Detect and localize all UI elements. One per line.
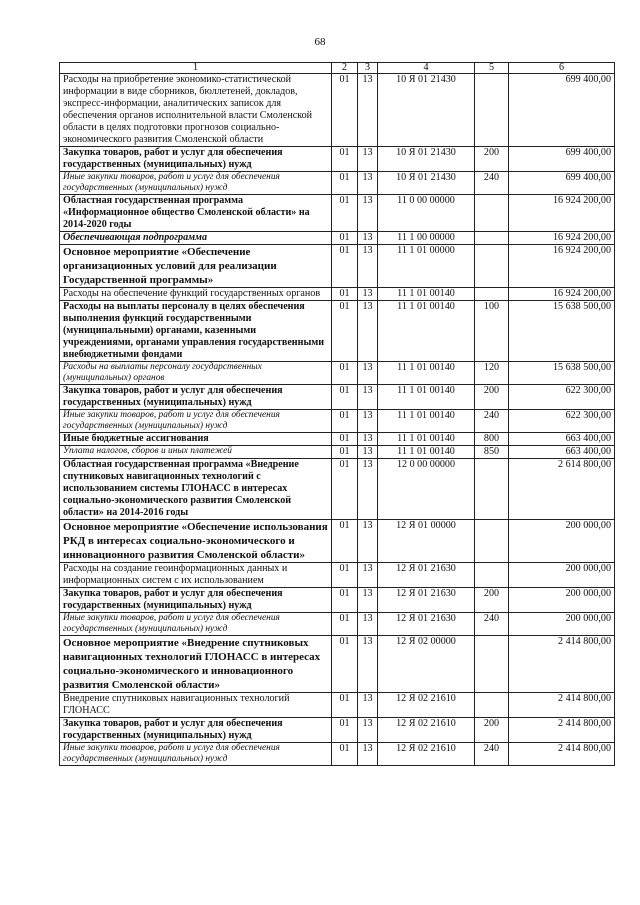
table-row: [60, 362, 615, 385]
amount-cell: 699 400,00: [509, 147, 615, 172]
amount-cell: 699 400,00: [509, 74, 615, 147]
expense-type-code-cell: 850: [475, 446, 509, 459]
subsection-code-cell: 13: [358, 613, 378, 636]
subsection-code-cell: 13: [358, 433, 378, 446]
row-name-cell: Основное мероприятие «Обеспечение организационных условий для реализации Государственной программы»: [60, 245, 332, 288]
table-row: [60, 613, 615, 636]
target-item-code-cell: 11 1 01 00140: [378, 446, 475, 459]
table-row: [60, 459, 615, 520]
target-item-code-cell: 12 Я 01 21630: [378, 588, 475, 613]
amount-cell: 699 400,00: [509, 172, 615, 195]
subsection-code-cell: 13: [358, 74, 378, 147]
target-item-code-cell: 12 Я 01 21630: [378, 563, 475, 588]
row-name-cell: Внедрение спутниковых навигационных технологий ГЛОНАСС: [60, 693, 332, 718]
table-row: [60, 433, 615, 446]
target-item-code-cell: 12 0 00 00000: [378, 459, 475, 520]
section-code-cell: 01: [332, 459, 358, 520]
row-name-cell: Иные закупки товаров, работ и услуг для обеспечения государственных (муниципальных) нужд: [60, 743, 332, 766]
subsection-code-cell: 13: [358, 520, 378, 563]
amount-cell: 663 400,00: [509, 446, 615, 459]
section-code-cell: 01: [332, 232, 358, 245]
page-number: 68: [314, 36, 326, 48]
section-code-cell: 01: [332, 636, 358, 693]
target-item-code-cell: 12 Я 02 21610: [378, 718, 475, 743]
table-body: [60, 74, 615, 766]
expense-type-code-cell: [475, 636, 509, 693]
expense-type-code-cell: [475, 245, 509, 288]
expense-type-code-cell: 240: [475, 410, 509, 433]
expense-type-code-cell: 240: [475, 743, 509, 766]
subsection-code-cell: 13: [358, 718, 378, 743]
amount-cell: 200 000,00: [509, 613, 615, 636]
amount-cell: 2 414 800,00: [509, 693, 615, 718]
header-col-2: 2: [332, 63, 358, 74]
section-code-cell: 01: [332, 195, 358, 232]
table-row: [60, 718, 615, 743]
target-item-code-cell: 10 Я 01 21430: [378, 74, 475, 147]
table-row: [60, 410, 615, 433]
subsection-code-cell: 13: [358, 693, 378, 718]
header-col-5: 5: [475, 63, 509, 74]
table-row: [60, 195, 615, 232]
expense-type-code-cell: 240: [475, 613, 509, 636]
table-row: [60, 520, 615, 563]
table-row: [60, 245, 615, 288]
row-name-cell: Обеспечивающая подпрограмма: [60, 232, 332, 245]
row-name-cell: Расходы на обеспечение функций государственных органов: [60, 288, 332, 301]
section-code-cell: 01: [332, 362, 358, 385]
header-col-4: 4: [378, 63, 475, 74]
target-item-code-cell: 10 Я 01 21430: [378, 172, 475, 195]
expense-type-code-cell: 200: [475, 147, 509, 172]
target-item-code-cell: 11 1 01 00140: [378, 385, 475, 410]
amount-cell: 2 414 800,00: [509, 743, 615, 766]
amount-cell: 2 414 800,00: [509, 636, 615, 693]
target-item-code-cell: 12 Я 01 21630: [378, 613, 475, 636]
table-row: [60, 232, 615, 245]
table-row: [60, 147, 615, 172]
amount-cell: 622 300,00: [509, 385, 615, 410]
expense-type-code-cell: [475, 520, 509, 563]
row-name-cell: Расходы на создание геоинформационных данных и информационных систем с их использованием: [60, 563, 332, 588]
amount-cell: 15 638 500,00: [509, 301, 615, 362]
header-col-3: 3: [358, 63, 378, 74]
section-code-cell: 01: [332, 245, 358, 288]
row-name-cell: Областная государственная программа «Информационное общество Смоленской области» на 2014-2020 годы: [60, 195, 332, 232]
section-code-cell: 01: [332, 147, 358, 172]
table-row: [60, 288, 615, 301]
target-item-code-cell: 12 Я 02 21610: [378, 743, 475, 766]
subsection-code-cell: 13: [358, 288, 378, 301]
header-col-1: 1: [60, 63, 332, 74]
table-header-row: [60, 63, 615, 74]
section-code-cell: 01: [332, 385, 358, 410]
expense-type-code-cell: 120: [475, 362, 509, 385]
table-row: [60, 446, 615, 459]
table-row: [60, 74, 615, 147]
amount-cell: 15 638 500,00: [509, 362, 615, 385]
subsection-code-cell: 13: [358, 446, 378, 459]
expense-type-code-cell: [475, 288, 509, 301]
row-name-cell: Закупка товаров, работ и услуг для обеспечения государственных (муниципальных) нужд: [60, 588, 332, 613]
amount-cell: 200 000,00: [509, 520, 615, 563]
subsection-code-cell: 13: [358, 301, 378, 362]
expense-type-code-cell: 200: [475, 588, 509, 613]
amount-cell: 16 924 200,00: [509, 245, 615, 288]
subsection-code-cell: 13: [358, 459, 378, 520]
table-row: [60, 693, 615, 718]
subsection-code-cell: 13: [358, 636, 378, 693]
expense-type-code-cell: 100: [475, 301, 509, 362]
expense-type-code-cell: [475, 693, 509, 718]
row-name-cell: Закупка товаров, работ и услуг для обеспечения государственных (муниципальных) нужд: [60, 718, 332, 743]
section-code-cell: 01: [332, 74, 358, 147]
subsection-code-cell: 13: [358, 362, 378, 385]
expense-type-code-cell: 240: [475, 172, 509, 195]
row-name-cell: Расходы на выплаты персоналу в целях обеспечения выполнения функций государственными (муниципальными) органами, казенными учреждениями, органами управления государственными внебюджетными фондами: [60, 301, 332, 362]
row-name-cell: Иные закупки товаров, работ и услуг для обеспечения государственных (муниципальных) нужд: [60, 172, 332, 195]
expense-type-code-cell: 200: [475, 718, 509, 743]
row-name-cell: Иные закупки товаров, работ и услуг для обеспечения государственных (муниципальных) нужд: [60, 410, 332, 433]
expense-type-code-cell: [475, 195, 509, 232]
amount-cell: 16 924 200,00: [509, 195, 615, 232]
section-code-cell: 01: [332, 743, 358, 766]
target-item-code-cell: 12 Я 02 21610: [378, 693, 475, 718]
expense-type-code-cell: [475, 232, 509, 245]
target-item-code-cell: 11 1 01 00140: [378, 288, 475, 301]
table-row: [60, 563, 615, 588]
amount-cell: 16 924 200,00: [509, 232, 615, 245]
expense-type-code-cell: 800: [475, 433, 509, 446]
target-item-code-cell: 11 1 00 00000: [378, 232, 475, 245]
section-code-cell: 01: [332, 301, 358, 362]
section-code-cell: 01: [332, 446, 358, 459]
target-item-code-cell: 11 1 01 00000: [378, 245, 475, 288]
section-code-cell: 01: [332, 693, 358, 718]
section-code-cell: 01: [332, 172, 358, 195]
expense-type-code-cell: [475, 459, 509, 520]
row-name-cell: Закупка товаров, работ и услуг для обеспечения государственных (муниципальных) нужд: [60, 385, 332, 410]
table-row: [60, 172, 615, 195]
expense-type-code-cell: [475, 563, 509, 588]
amount-cell: 663 400,00: [509, 433, 615, 446]
section-code-cell: 01: [332, 410, 358, 433]
table-row: [60, 385, 615, 410]
expense-type-code-cell: 200: [475, 385, 509, 410]
table-row: [60, 743, 615, 766]
target-item-code-cell: 11 0 00 00000: [378, 195, 475, 232]
amount-cell: 200 000,00: [509, 588, 615, 613]
row-name-cell: Основное мероприятие «Обеспечение использования РКД в интересах социально-экономического и инновационного развития Смоленской области»: [60, 520, 332, 563]
row-name-cell: Расходы на выплаты персоналу государственных (муниципальных) органов: [60, 362, 332, 385]
row-name-cell: Закупка товаров, работ и услуг для обеспечения государственных (муниципальных) нужд: [60, 147, 332, 172]
amount-cell: 2 614 800,00: [509, 459, 615, 520]
section-code-cell: 01: [332, 288, 358, 301]
target-item-code-cell: 11 1 01 00140: [378, 362, 475, 385]
section-code-cell: 01: [332, 563, 358, 588]
row-name-cell: Основное мероприятие «Внедрение спутниковых навигационных технологий ГЛОНАСС в интересах социально-экономического и инновационного развития Смоленской области»: [60, 636, 332, 693]
target-item-code-cell: 11 1 01 00140: [378, 410, 475, 433]
subsection-code-cell: 13: [358, 147, 378, 172]
section-code-cell: 01: [332, 718, 358, 743]
amount-cell: 16 924 200,00: [509, 288, 615, 301]
target-item-code-cell: 12 Я 02 00000: [378, 636, 475, 693]
subsection-code-cell: 13: [358, 410, 378, 433]
expense-type-code-cell: [475, 74, 509, 147]
row-name-cell: Иные закупки товаров, работ и услуг для обеспечения государственных (муниципальных) нужд: [60, 613, 332, 636]
subsection-code-cell: 13: [358, 563, 378, 588]
table-row: [60, 588, 615, 613]
budget-table: [59, 62, 615, 766]
subsection-code-cell: 13: [358, 588, 378, 613]
amount-cell: 200 000,00: [509, 563, 615, 588]
row-name-cell: Уплата налогов, сборов и иных платежей: [60, 446, 332, 459]
subsection-code-cell: 13: [358, 172, 378, 195]
header-col-6: 6: [509, 63, 615, 74]
subsection-code-cell: 13: [358, 245, 378, 288]
target-item-code-cell: 11 1 01 00140: [378, 301, 475, 362]
target-item-code-cell: 12 Я 01 00000: [378, 520, 475, 563]
table-row: [60, 636, 615, 693]
subsection-code-cell: 13: [358, 232, 378, 245]
section-code-cell: 01: [332, 588, 358, 613]
amount-cell: 2 414 800,00: [509, 718, 615, 743]
row-name-cell: Иные бюджетные ассигнования: [60, 433, 332, 446]
subsection-code-cell: 13: [358, 743, 378, 766]
target-item-code-cell: 10 Я 01 21430: [378, 147, 475, 172]
subsection-code-cell: 13: [358, 385, 378, 410]
target-item-code-cell: 11 1 01 00140: [378, 433, 475, 446]
section-code-cell: 01: [332, 613, 358, 636]
table-row: [60, 301, 615, 362]
row-name-cell: Расходы на приобретение экономико-статистической информации в виде сборников, бюллетеней, докладов, экспресс-информации, аналитических записок для обеспечения органов исполнительной власти Смоленской области в целях подготовки прогнозов социально-экономического развития Смоленской области: [60, 74, 332, 147]
section-code-cell: 01: [332, 520, 358, 563]
amount-cell: 622 300,00: [509, 410, 615, 433]
subsection-code-cell: 13: [358, 195, 378, 232]
row-name-cell: Областная государственная программа «Внедрение спутниковых навигационных технологий с использованием системы ГЛОНАСС в интересах социально-экономического развития Смоленской области» на 2014-2016 годы: [60, 459, 332, 520]
section-code-cell: 01: [332, 433, 358, 446]
